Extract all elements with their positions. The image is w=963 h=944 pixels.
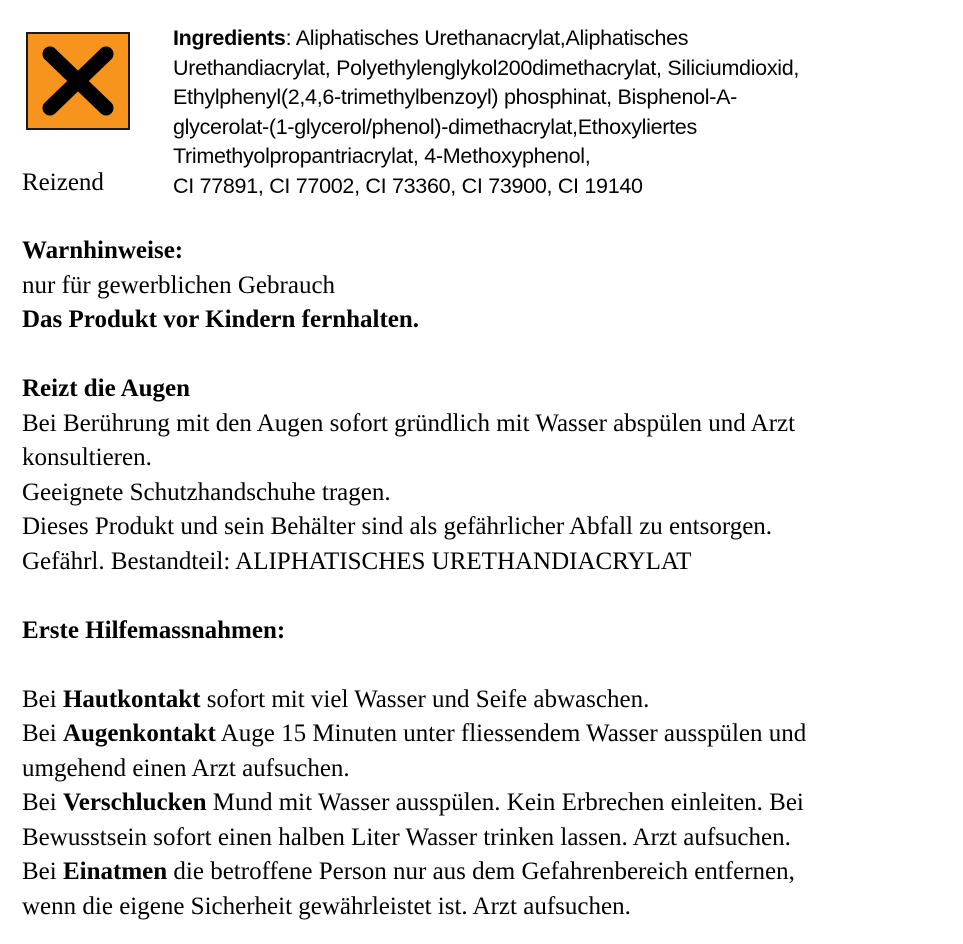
first-aid-heading: Erste Hilfemassnahmen: <box>22 616 286 644</box>
eyes-line: Gefährl. Bestandteil: ALIPHATISCHES URETHANDIACRYLAT <box>22 547 692 575</box>
harmful-irritant-x-icon <box>26 32 130 130</box>
first-aid-skin: Bei Hautkontakt sofort mit viel Wasser und Seife abwaschen. <box>22 685 650 713</box>
eyes-line: konsultieren. <box>22 444 152 471</box>
ingredients-line: Ethylphenyl(2,4,6-trimethylbenzoyl) phosphinat, Bisphenol-A- <box>173 85 738 109</box>
safety-text <box>22 234 942 924</box>
first-aid-swallow-cont: Bewusstsein sofort einen halben Liter Wasser trinken lassen. Arzt aufsuchen. <box>22 823 791 851</box>
eyes-line: Bei Berührung mit den Augen sofort gründlich mit Wasser abspülen und Arzt <box>22 409 796 437</box>
warnings-heading: Warnhinweise: <box>22 237 184 264</box>
ingredients-line: Ingredients: Aliphatisches Urethanacrylat,Aliphatisches <box>173 26 689 50</box>
hazard-label: Reizend <box>22 169 104 196</box>
keep-from-children: Das Produkt vor Kindern fernhalten. <box>22 306 420 333</box>
eyes-heading: Reizt die Augen <box>22 375 191 402</box>
ingredients-line: CI 77891, CI 77002, CI 73360, CI 73900, CI 19140 <box>173 173 643 198</box>
eyes-line: Dieses Produkt und sein Behälter sind als gefährlicher Abfall zu entsorgen. <box>22 513 773 540</box>
ingredients-line: glycerolat-(1-glycerol/phenol)-dimethacrylat,Ethoxyliertes <box>173 114 697 139</box>
commercial-use-note: nur für gewerblichen Gebrauch <box>22 271 336 299</box>
eyes-line: Geeignete Schutzhandschuhe tragen. <box>22 478 391 506</box>
ingredients-title: Ingredients <box>173 26 286 50</box>
first-aid-eye: Bei Augenkontakt Auge 15 Minuten unter fliessendem Wasser ausspülen und <box>22 720 807 747</box>
ingredients-line: Urethandiacrylat, Polyethylenglykol200dimethacrylat, Siliciumdioxid, <box>173 55 800 80</box>
first-aid-eye-cont: umgehend einen Arzt aufsuchen. <box>22 754 350 782</box>
first-aid-inhale-cont: wenn die eigene Sicherheit gewährleistet ist. Arzt aufsuchen. <box>22 892 631 920</box>
first-aid-inhale: Bei Einatmen die betroffene Person nur aus dem Gefahrenbereich entfernen, <box>22 858 795 885</box>
ingredients-line: Trimethyolpropantriacrylat, 4-Methoxyphenol, <box>173 144 591 168</box>
ingredients-block <box>173 24 943 201</box>
first-aid-swallow: Bei Verschlucken Mund mit Wasser ausspülen. Kein Erbrechen einleiten. Bei <box>22 789 804 816</box>
